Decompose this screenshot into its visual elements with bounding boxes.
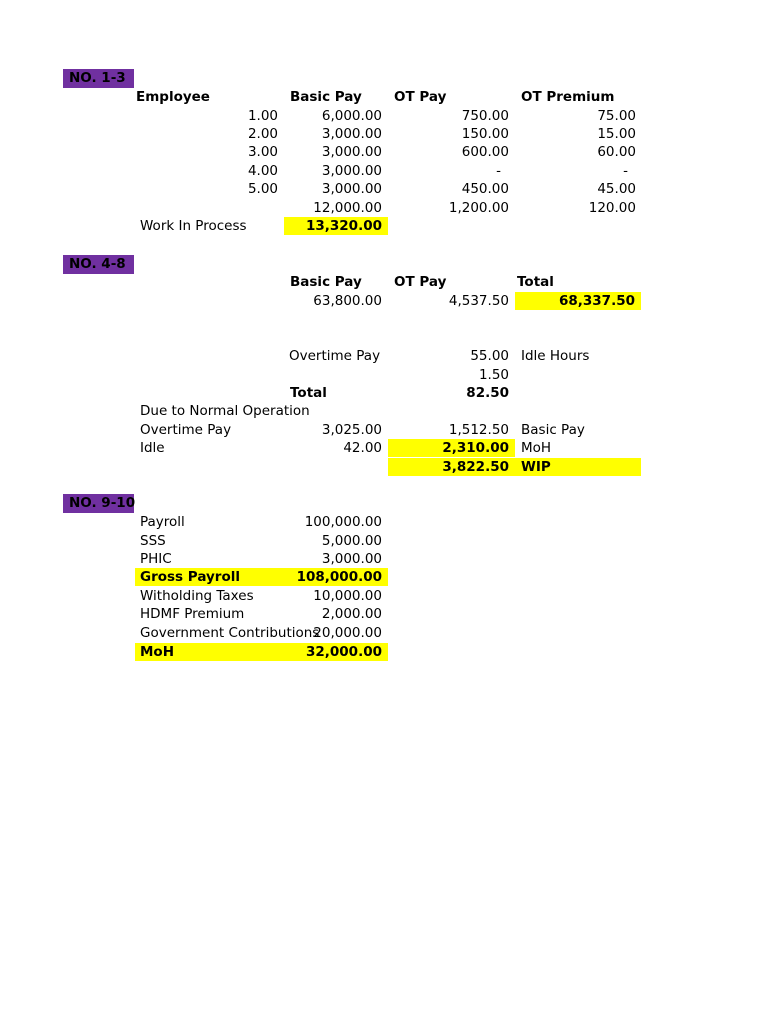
withholding-taxes-value: 10,000.00 (313, 588, 382, 604)
overtime-pay-label: Overtime Pay (289, 348, 381, 364)
hdmf-premium-label: HDMF Premium (140, 606, 245, 622)
employee-cell: 4.00 (247, 163, 278, 179)
total-ot-premium: 120.00 (588, 200, 636, 216)
moh-label: MoH (135, 643, 289, 661)
employee-cell: 5.00 (247, 181, 278, 197)
ot-premium-cell: 15.00 (597, 126, 636, 142)
payroll-label: Payroll (140, 514, 185, 530)
ot-premium-cell: 45.00 (597, 181, 636, 197)
withholding-taxes-label: Witholding Taxes (140, 588, 254, 604)
phic-label: PHIC (140, 551, 172, 567)
header-employee: Employee (136, 89, 210, 105)
ot-premium-cell: 60.00 (597, 144, 636, 160)
employee-cell: 2.00 (247, 126, 278, 142)
ot-premium-cell: - (623, 163, 628, 179)
ot-pay-value: 4,537.50 (448, 293, 509, 309)
overtime-hours-value: 55.00 (470, 348, 509, 364)
total-value: 68,337.50 (515, 292, 641, 310)
gross-payroll-value: 108,000.00 (284, 568, 388, 586)
employee-cell: 1.00 (247, 108, 278, 124)
wip-label: WIP (515, 458, 641, 476)
employee-cell: 3.00 (247, 144, 278, 160)
header-ot-pay: OT Pay (394, 274, 447, 290)
sss-label: SSS (140, 533, 166, 549)
ot-pay-cell: 600.00 (461, 144, 509, 160)
basic-pay-value: 63,800.00 (313, 293, 382, 309)
basic-pay-label: Basic Pay (521, 422, 585, 438)
moh-label: MoH (521, 440, 552, 456)
total-ot-pay: 1,200.00 (448, 200, 509, 216)
wip-label: Work In Process (140, 218, 247, 234)
basic-pay-cell: 3,000.00 (321, 181, 382, 197)
phic-value: 3,000.00 (321, 551, 382, 567)
ot-premium-cell: 75.00 (597, 108, 636, 124)
ot-pay-cell: 750.00 (461, 108, 509, 124)
header-basic-pay: Basic Pay (290, 274, 362, 290)
total-hours-value: 82.50 (466, 385, 509, 401)
basic-pay-cell: 6,000.00 (321, 108, 382, 124)
idle-hours-label: Idle Hours (521, 348, 590, 364)
wip-value: 13,320.00 (284, 217, 388, 235)
ot-pay-cell: 450.00 (461, 181, 509, 197)
sss-value: 5,000.00 (321, 533, 382, 549)
section-label-9-10: NO. 9-10 (63, 494, 134, 513)
total-basic-pay: 12,000.00 (313, 200, 382, 216)
ot-pay-cell: 150.00 (461, 126, 509, 142)
government-contributions-value: 20,000.00 (313, 625, 382, 641)
rate-value: 1.50 (478, 367, 509, 383)
overtime-pay-label: Overtime Pay (140, 422, 232, 438)
section-label-4-8: NO. 4-8 (63, 255, 134, 274)
normal-operation-label: Due to Normal Operation (140, 403, 310, 419)
idle-label: Idle (140, 440, 165, 456)
basic-pay-cell: 3,000.00 (321, 163, 382, 179)
basic-pay-cell: 3,000.00 (321, 144, 382, 160)
ot-pay-cell: - (496, 163, 501, 179)
overtime-pay-half: 1,512.50 (448, 422, 509, 438)
wip-total-value: 3,822.50 (388, 458, 515, 476)
moh-value: 32,000.00 (284, 643, 388, 661)
gross-payroll-label: Gross Payroll (135, 568, 289, 586)
section-label-1-3: NO. 1-3 (63, 69, 134, 88)
header-ot-premium: OT Premium (521, 89, 615, 105)
idle-value: 42.00 (343, 440, 382, 456)
overtime-pay-value: 3,025.00 (321, 422, 382, 438)
header-basic-pay: Basic Pay (290, 89, 362, 105)
header-ot-pay: OT Pay (394, 89, 447, 105)
basic-pay-cell: 3,000.00 (321, 126, 382, 142)
total-label: Total (290, 385, 327, 401)
hdmf-premium-value: 2,000.00 (321, 606, 382, 622)
idle-cost-value: 2,310.00 (388, 439, 515, 457)
payroll-value: 100,000.00 (304, 514, 382, 530)
government-contributions-label: Government Contributions (140, 625, 320, 641)
header-total: Total (517, 274, 554, 290)
